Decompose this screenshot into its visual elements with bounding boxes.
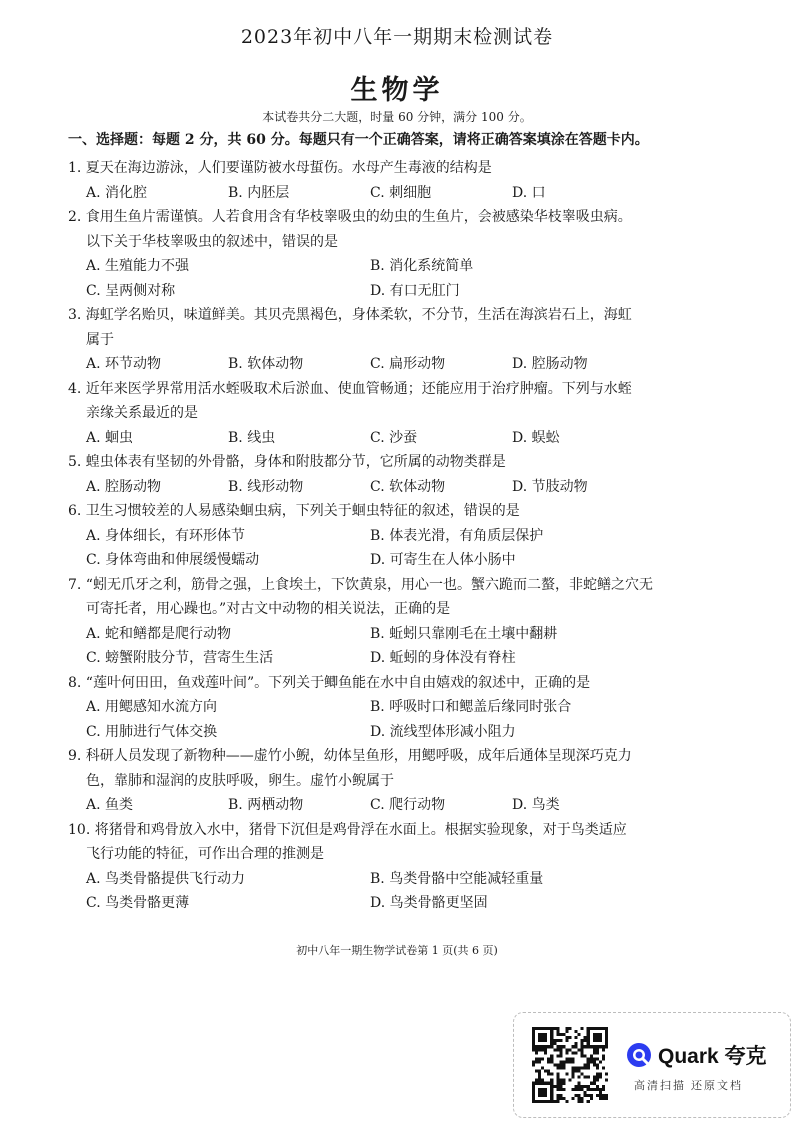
- answer-option: D. 口: [512, 184, 546, 201]
- exam-info: 本试卷共分二大题，时量 60 分钟，满分 100 分。: [262, 110, 532, 124]
- answer-option: A. 环节动物: [86, 356, 162, 372]
- exam-title: 2023年初中八年一期期末检测试卷: [240, 26, 554, 48]
- answer-option: B. 鸟类骨骼中空能减轻重量: [370, 870, 544, 887]
- question-text: 8. “莲叶何田田，鱼戏莲叶间”。下列关于鲫鱼能在水中自由嬉戏的叙述中，正确的是: [68, 674, 591, 691]
- answer-option: D. 腔肠动物: [512, 356, 588, 372]
- answer-option: B. 消化系统简单: [370, 258, 474, 274]
- question-text: 10. 将猪骨和鸡骨放入水中，猪骨下沉但是鸡骨浮在水面上。根据实验现象，对于鸟类适应: [68, 821, 627, 838]
- option-row: [68, 891, 668, 916]
- option-row: [68, 720, 668, 745]
- answer-option: A. 用鳃感知水流方向: [86, 699, 218, 715]
- question-text: 亲缘关系最近的是: [86, 405, 198, 421]
- option-row: [68, 352, 668, 377]
- option-row: [68, 695, 668, 720]
- answer-option: A. 鸟类骨骼提供飞行动力: [86, 870, 246, 887]
- section-heading: 一、选择题：每题 2 分，共 60 分。每题只有一个正确答案，请将正确答案填涂在答题卡内。: [68, 132, 649, 148]
- answer-option: B. 两栖动物: [228, 797, 304, 813]
- question-text: 5. 蝗虫体表有坚韧的外骨骼，身体和附肢都分节，它所属的动物类群是: [68, 454, 506, 470]
- answer-option: D. 节肢动物: [512, 478, 588, 495]
- answer-option: D. 可寄生在人体小肠中: [370, 552, 516, 568]
- question-10: [68, 818, 668, 916]
- answer-option: C. 呈两侧对称: [86, 282, 176, 299]
- answer-option: B. 体表光滑，有角质层保护: [370, 527, 544, 544]
- question-1: [68, 156, 668, 205]
- question-2: [68, 205, 668, 303]
- quark-scan-badge: [513, 1012, 791, 1118]
- answer-option: A. 蛇和鳝都是爬行动物: [86, 625, 232, 642]
- answer-option: B. 线虫: [228, 429, 276, 446]
- option-row: [68, 279, 668, 304]
- question-6: [68, 499, 668, 573]
- answer-option: D. 流线型体形减小阻力: [370, 723, 516, 740]
- question-3: [68, 303, 668, 377]
- option-row: [68, 426, 668, 451]
- answer-option: C. 沙蚕: [370, 429, 418, 446]
- answer-option: C. 扁形动物: [370, 356, 446, 372]
- question-list: [68, 156, 668, 916]
- answer-option: C. 爬行动物: [370, 797, 446, 813]
- question-4: [68, 377, 668, 451]
- answer-option: A. 鱼类: [86, 797, 134, 813]
- answer-option: C. 螃蟹附肢分节，营寄生生活: [86, 650, 274, 666]
- page-footer: 初中八年一期生物学试卷第 1 页(共 6 页): [296, 944, 498, 957]
- question-7: [68, 573, 668, 671]
- question-text: 色，靠肺和湿润的皮肤呼吸，卵生。虚竹小鲵属于: [86, 772, 394, 789]
- answer-option: C. 鸟类骨骼更薄: [86, 895, 190, 911]
- answer-option: D. 蜈蚣: [512, 429, 560, 446]
- quark-tagline: 高清扫描 还原文档: [634, 1080, 744, 1092]
- question-text: 以下关于华枝睾吸虫的叙述中，错误的是: [86, 233, 338, 250]
- question-text: 可寄托者，用心躁也。”对古文中动物的相关说法，正确的是: [86, 601, 451, 617]
- answer-option: B. 呼吸时口和鳃盖后缘同时张合: [370, 699, 572, 715]
- qr-code-icon: [532, 1027, 608, 1103]
- question-text: 2. 食用生鱼片需谨慎。人若食用含有华枝睾吸虫的幼虫的生鱼片，会被感染华枝睾吸虫病。: [68, 209, 632, 225]
- question-text: 9. 科研人员发现了新物种——虚竹小鲵，幼体呈鱼形，用鳃呼吸，成年后通体呈现深巧克力: [68, 748, 632, 764]
- answer-option: A. 生殖能力不强: [86, 258, 190, 274]
- answer-option: B. 线形动物: [228, 478, 304, 495]
- answer-option: D. 鸟类: [512, 797, 560, 813]
- subject-title: 生物学: [350, 75, 444, 106]
- answer-option: C. 身体弯曲和伸展缓慢蠕动: [86, 552, 260, 568]
- question-text: 6. 卫生习惯较差的人易感染蛔虫病，下列关于蛔虫特征的叙述，错误的是: [68, 503, 520, 519]
- answer-option: A. 腔肠动物: [86, 478, 162, 495]
- quark-brand: [626, 1040, 767, 1070]
- option-row: [68, 867, 668, 892]
- answer-option: D. 鸟类骨骼更坚固: [370, 895, 488, 911]
- question-area: [68, 130, 668, 916]
- answer-option: B. 软体动物: [228, 356, 304, 372]
- question-text: 属于: [86, 331, 114, 348]
- question-text: 4. 近年来医学界常用活水蛭吸取术后淤血、使血管畅通；还能应用于治疗肿瘤。下列与水蛭: [68, 380, 632, 397]
- question-9: [68, 744, 668, 818]
- option-row: [68, 524, 668, 549]
- option-row: [68, 181, 668, 206]
- option-row: [68, 793, 668, 818]
- question-8: [68, 671, 668, 745]
- answer-option: A. 消化腔: [86, 184, 148, 201]
- option-row: [68, 254, 668, 279]
- question-5: [68, 450, 668, 499]
- answer-option: A. 蛔虫: [86, 429, 134, 446]
- answer-option: D. 蚯蚓的身体没有脊柱: [370, 650, 516, 666]
- question-text: 1. 夏天在海边游泳，人们要谨防被水母蜇伤。水母产生毒液的结构是: [68, 160, 492, 176]
- option-row: [68, 548, 668, 573]
- answer-option: B. 内胚层: [228, 184, 290, 201]
- answer-option: C. 软体动物: [370, 478, 446, 495]
- option-row: [68, 622, 668, 647]
- answer-option: C. 刺细胞: [370, 184, 432, 201]
- quark-brand-name: Quark 夸克: [658, 1045, 767, 1068]
- option-row: [68, 475, 668, 500]
- question-text: 3. 海虹学名贻贝，味道鲜美。其贝壳黑褐色，身体柔软，不分节，生活在海滨岩石上，海虹: [68, 307, 632, 323]
- answer-option: C. 用肺进行气体交换: [86, 723, 218, 740]
- option-row: [68, 646, 668, 671]
- quark-logo-icon: [626, 1042, 652, 1068]
- question-text: 飞行功能的特征，可作出合理的推测是: [86, 846, 324, 862]
- question-text: 7. “蚓无爪牙之利，筋骨之强，上食埃土，下饮黄泉，用心一也。蟹六跪而二螯，非蛇鳝之穴无: [68, 576, 653, 593]
- answer-option: A. 身体细长，有环形体节: [86, 527, 246, 544]
- answer-option: D. 有口无肛门: [370, 282, 460, 299]
- answer-option: B. 蚯蚓只靠刚毛在土壤中翻耕: [370, 625, 558, 642]
